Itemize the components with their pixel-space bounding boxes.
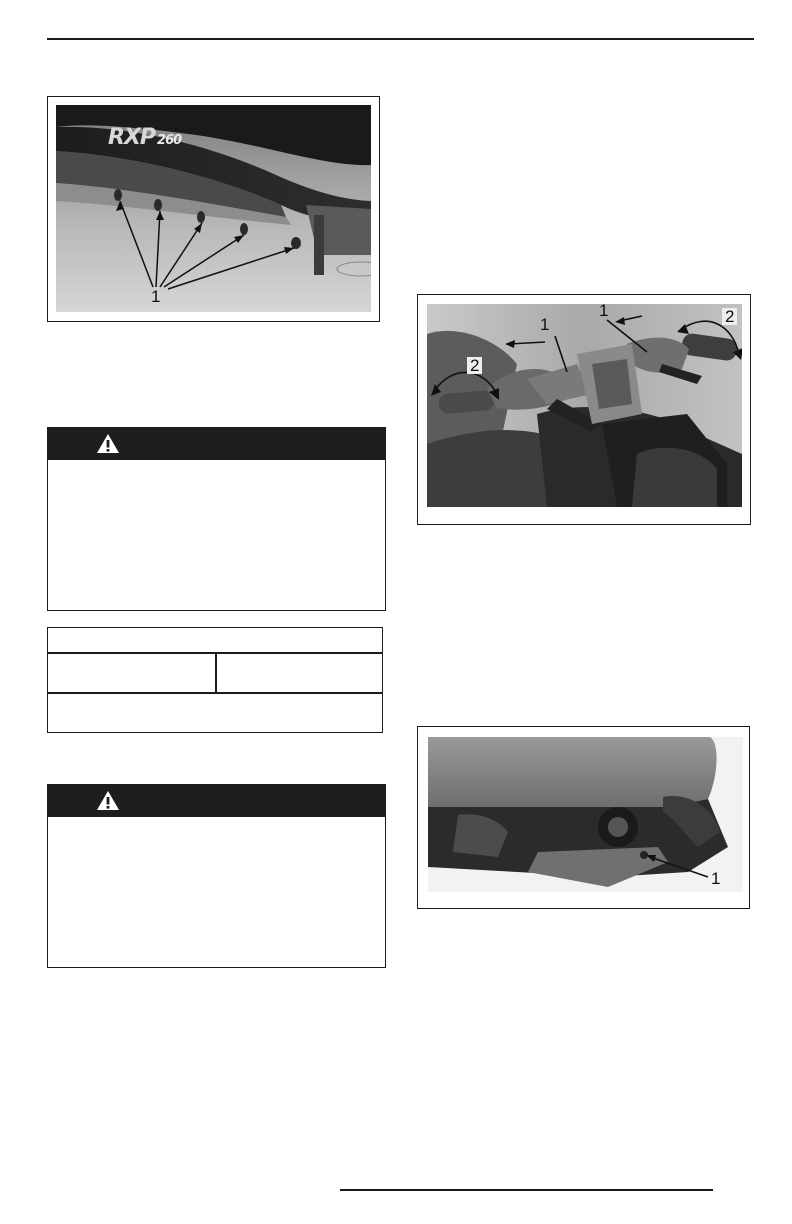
figure-side-hull [47, 96, 380, 322]
footer-rule [340, 1189, 713, 1191]
warning-triangle-icon [96, 790, 120, 811]
callout-1-left-lever: 1 [540, 315, 550, 334]
figure-handlebar [417, 294, 751, 525]
callout-1-rear: 1 [711, 869, 721, 888]
warning-box-1 [47, 427, 386, 611]
spec-table-col-divider [215, 652, 217, 692]
photo-handlebar [427, 304, 742, 507]
warning-header-2 [48, 785, 385, 817]
callout-1-drain-holes: 1 [151, 287, 161, 306]
model-number: 260 [157, 133, 182, 148]
callout-1-right-lever: 1 [599, 304, 609, 320]
photo-rear-hull [428, 737, 743, 892]
figure-rear-hull [417, 726, 750, 909]
warning-box-2 [47, 784, 386, 968]
model-badge: RXP [108, 125, 156, 150]
warning-triangle-icon [96, 433, 120, 454]
warning-header-1 [48, 428, 385, 460]
spec-table-row-divider-2 [48, 692, 382, 694]
callout-2-right-grip: 2 [722, 308, 737, 325]
callout-2-left-grip: 2 [467, 357, 482, 374]
header-rule [47, 38, 754, 40]
spec-table [47, 627, 383, 733]
photo-side-hull [56, 105, 371, 312]
badge-model-text [108, 127, 181, 149]
